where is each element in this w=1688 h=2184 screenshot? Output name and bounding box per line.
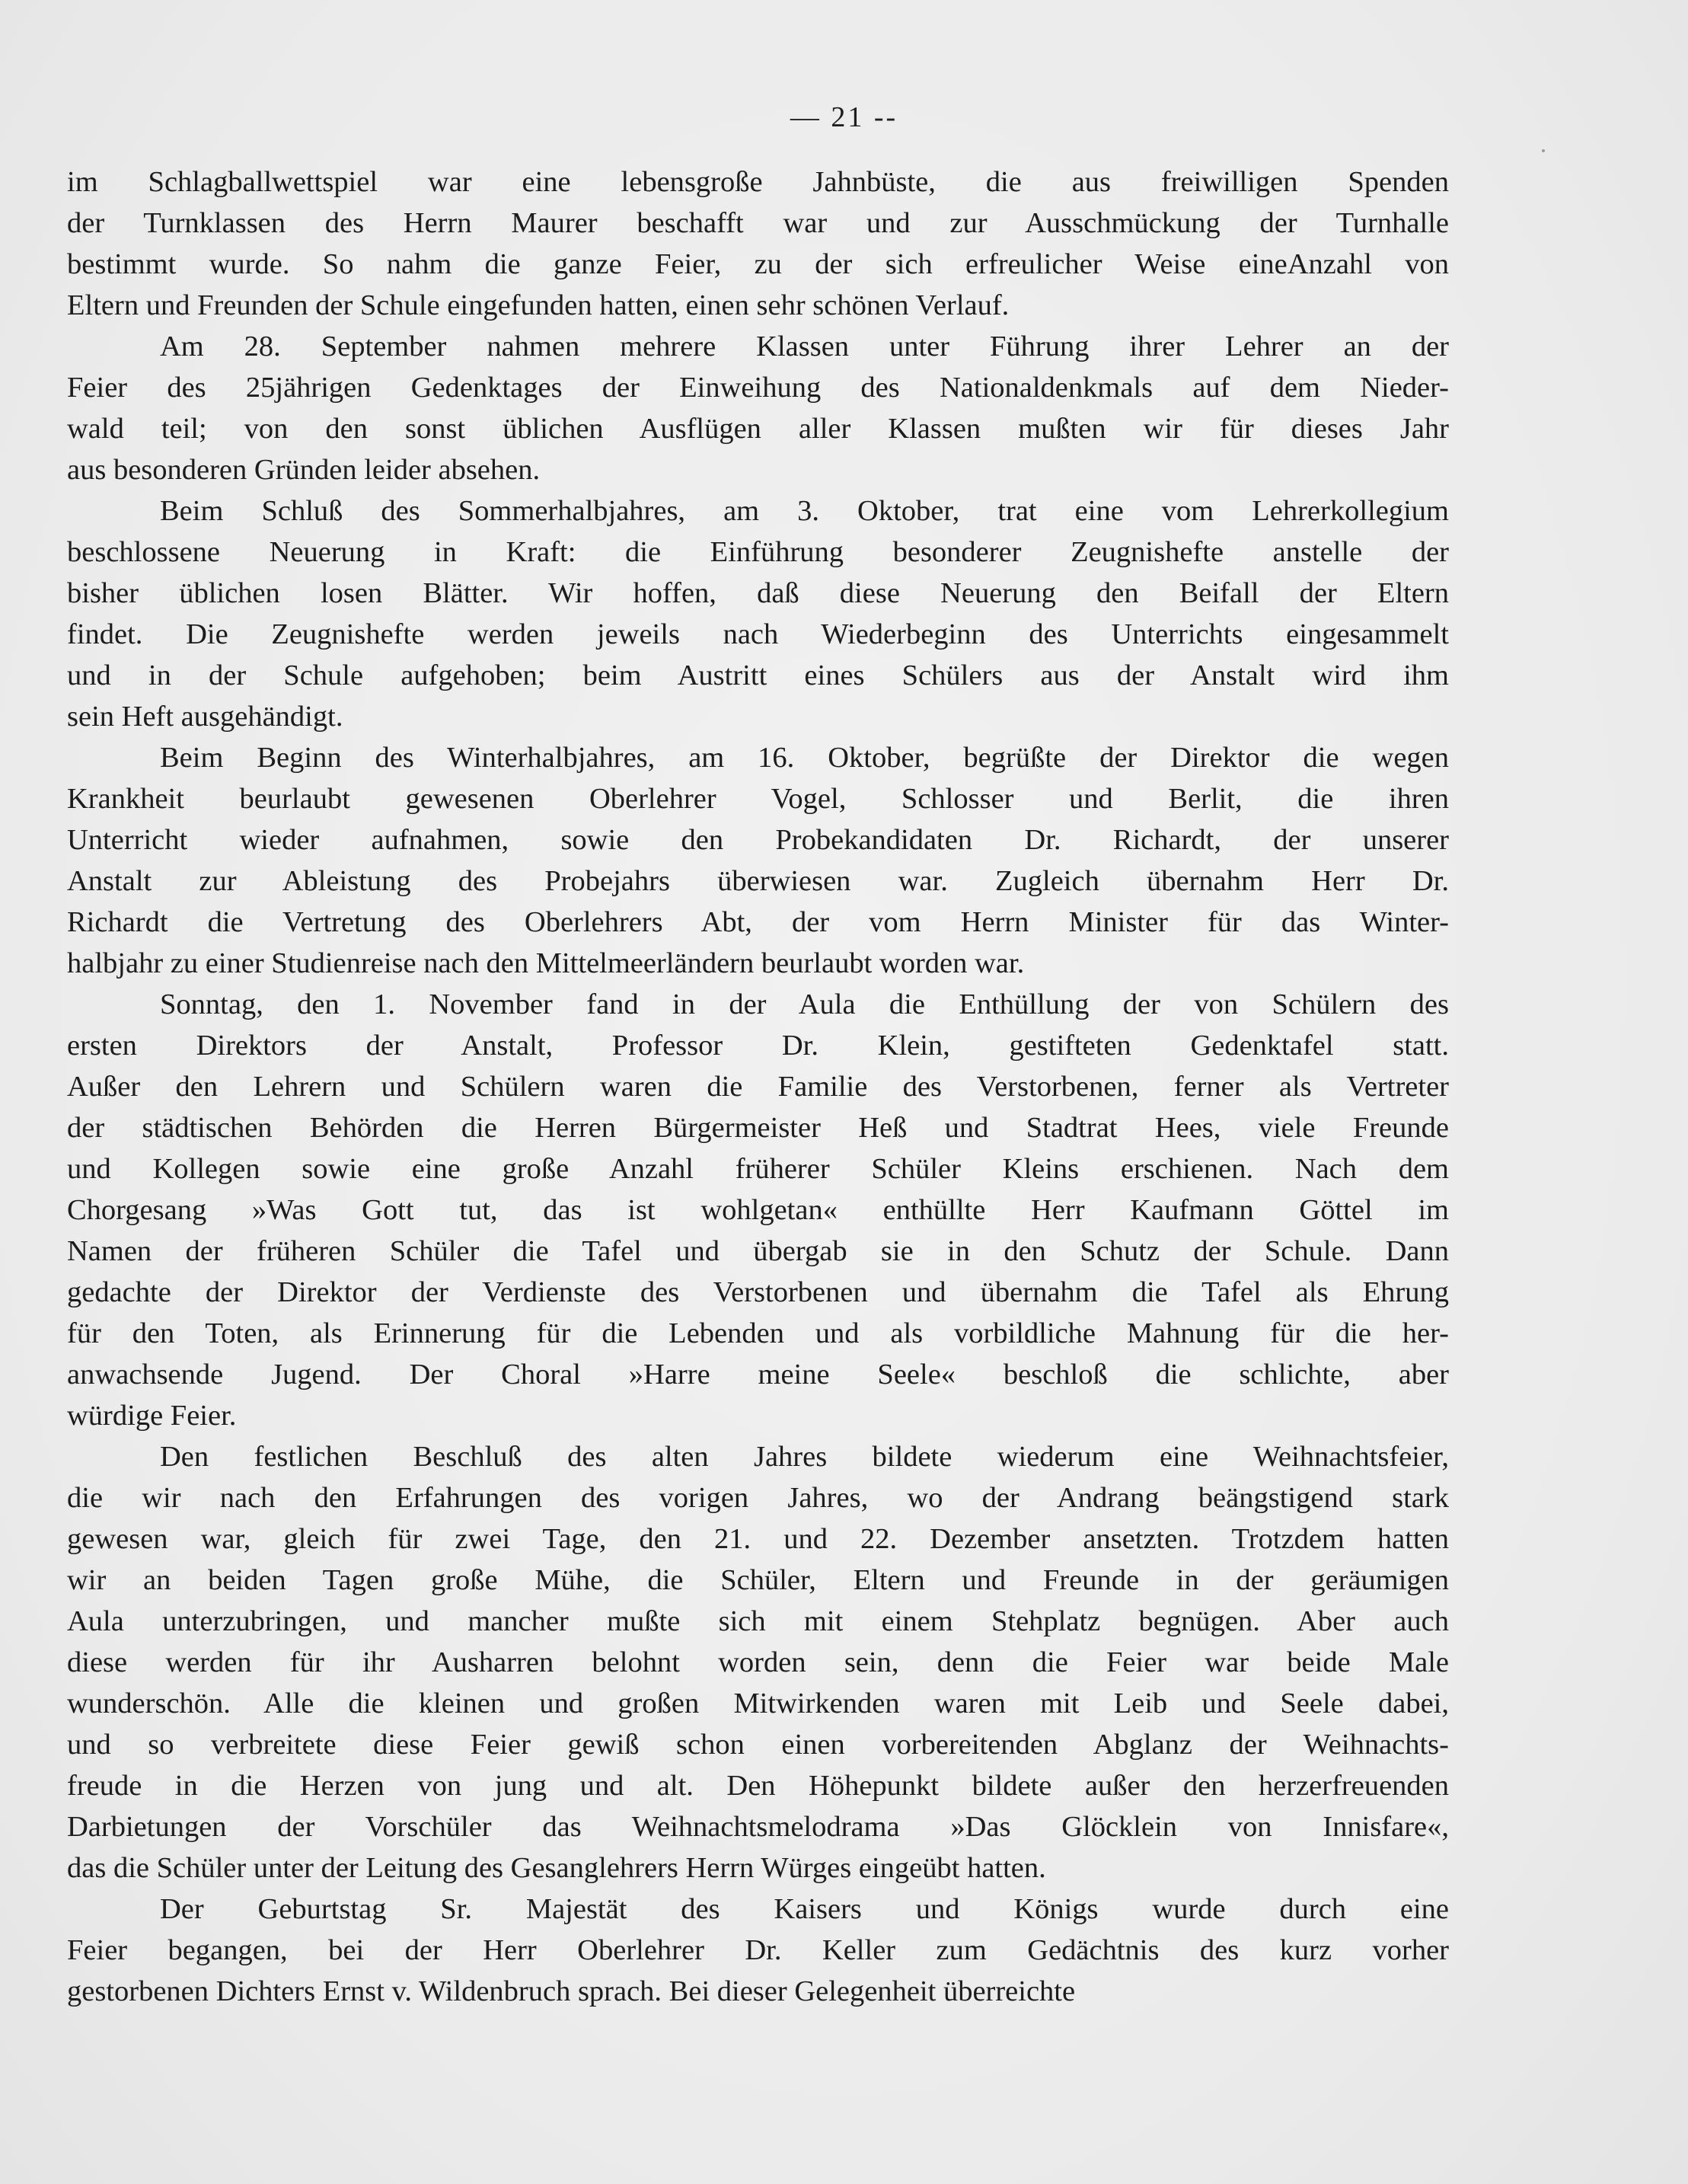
text-line: im Schlagballwettspiel war eine lebensgroße Jahnbüste, die aus freiwilligen Spenden	[67, 166, 1449, 198]
text-line: Feier begangen, bei der Herr Oberlehrer Dr. Keller zum Gedächtnis des kurz vorher	[67, 1934, 1449, 1966]
text-line: Anstalt zur Ableistung des Probejahrs überwiesen war. Zugleich übernahm Herr Dr.	[67, 865, 1449, 897]
text-line: aus besonderen Gründen leider absehen.	[67, 454, 541, 486]
text-line: das die Schüler unter der Leitung des Gesanglehrers Herrn Würges eingeübt hatten.	[67, 1852, 1046, 1884]
text-line: die wir nach den Erfahrungen des vorigen Jahres, wo der Andrang beängstigend stark	[67, 1482, 1449, 1514]
text-line: der städtischen Behörden die Herren Bürgermeister Heß und Stadtrat Hees, viele Freunde	[67, 1112, 1449, 1144]
text-line: der Turnklassen des Herrn Maurer beschafft war und zur Ausschmückung der Turnhalle	[67, 207, 1449, 239]
text-line: bestimmt wurde. So nahm die ganze Feier, zu der sich erfreulicher Weise eineAnzahl von	[67, 248, 1449, 280]
text-line: beschlossene Neuerung in Kraft: die Einführung besonderer Zeugnishefte anstelle der	[67, 536, 1449, 568]
text-line: Aula unterzubringen, und mancher mußte sich mit einem Stehplatz begnügen. Aber auch	[67, 1605, 1449, 1637]
text-line: für den Toten, als Erinnerung für die Lebenden und als vorbildliche Mahnung für die her-	[67, 1317, 1449, 1349]
paragraph	[67, 490, 1449, 737]
text-line: Richardt die Vertretung des Oberlehrers Abt, der vom Herrn Minister für das Winter-	[67, 906, 1449, 938]
text-line: Chorgesang »Was Gott tut, das ist wohlgetan« enthüllte Herr Kaufmann Göttel im	[67, 1194, 1449, 1226]
text-line: Den festlichen Beschluß des alten Jahres bildete wiederum eine Weihnachtsfeier,	[160, 1441, 1449, 1473]
paragraph	[67, 161, 1449, 326]
text-line: Unterricht wieder aufnahmen, sowie den Probekandidaten Dr. Richardt, der unserer	[67, 824, 1449, 856]
text-line: Darbietungen der Vorschüler das Weihnachtsmelodrama »Das Glöcklein von Innisfare«,	[67, 1811, 1449, 1843]
body-text	[67, 161, 1449, 2012]
text-line: Beim Beginn des Winterhalbjahres, am 16. Oktober, begrüßte der Direktor die wegen	[160, 742, 1449, 774]
text-line: anwachsende Jugend. Der Choral »Harre meine Seele« beschloß die schlichte, aber	[67, 1359, 1449, 1391]
text-line: würdige Feier.	[67, 1400, 237, 1432]
paragraph	[67, 737, 1449, 984]
paragraph	[67, 326, 1449, 490]
text-line: halbjahr zu einer Studienreise nach den Mittelmeerländern beurlaubt worden war.	[67, 947, 1025, 979]
text-line: findet. Die Zeugnishefte werden jeweils nach Wiederbeginn des Unterrichts eingesammelt	[67, 618, 1449, 650]
text-line: wunderschön. Alle die kleinen und großen Mitwirkenden waren mit Leib und Seele dabei,	[67, 1687, 1449, 1719]
text-line: wir an beiden Tagen große Mühe, die Schüler, Eltern und Freunde in der geräumigen	[67, 1564, 1449, 1596]
text-line: Am 28. September nahmen mehrere Klassen unter Führung ihrer Lehrer an der	[160, 330, 1449, 362]
text-line: gewesen war, gleich für zwei Tage, den 21. und 22. Dezember ansetzten. Trotzdem hatten	[67, 1523, 1449, 1555]
text-line: und so verbreitete diese Feier gewiß schon einen vorbereitenden Abglanz der Weihnachts-	[67, 1729, 1449, 1761]
text-line: Außer den Lehrern und Schülern waren die Familie des Verstorbenen, ferner als Vertreter	[67, 1071, 1449, 1103]
paragraph	[67, 1436, 1449, 1889]
text-line: Namen der früheren Schüler die Tafel und übergab sie in den Schutz der Schule. Dann	[67, 1235, 1449, 1267]
text-line: Feier des 25jährigen Gedenktages der Einweihung des Nationaldenkmals auf dem Nieder-	[67, 372, 1449, 404]
text-line: und Kollegen sowie eine große Anzahl früherer Schüler Kleins erschienen. Nach dem	[67, 1153, 1449, 1185]
text-line: Beim Schluß des Sommerhalbjahres, am 3. Oktober, trat eine vom Lehrerkollegium	[160, 495, 1449, 527]
dust-speck	[1542, 149, 1545, 152]
text-line: Eltern und Freunden der Schule eingefunden hatten, einen sehr schönen Verlauf.	[67, 289, 1010, 321]
text-line: sein Heft ausgehändigt.	[67, 701, 343, 733]
text-line: freude in die Herzen von jung und alt. Den Höhepunkt bildete außer den herzerfreuenden	[67, 1770, 1449, 1802]
text-line: wald teil; von den sonst üblichen Ausflügen aller Klassen mußten wir für dieses Jahr	[67, 413, 1449, 445]
text-line: Der Geburtstag Sr. Majestät des Kaisers und Königs wurde durch eine	[160, 1893, 1449, 1925]
paragraph	[67, 1889, 1449, 2012]
text-line: gedachte der Direktor der Verdienste des Verstorbenen und übernahm die Tafel als Ehrung	[67, 1276, 1449, 1308]
text-line: ersten Direktors der Anstalt, Professor Dr. Klein, gestifteten Gedenktafel statt.	[67, 1030, 1449, 1062]
text-line: bisher üblichen losen Blätter. Wir hoffen, daß diese Neuerung den Beifall der Eltern	[67, 577, 1449, 609]
text-line: und in der Schule aufgehoben; beim Austritt eines Schülers aus der Anstalt wird ihm	[67, 659, 1449, 691]
text-line: diese werden für ihr Ausharren belohnt worden sein, denn die Feier war beide Male	[67, 1646, 1449, 1678]
page-number: — 21 --	[790, 101, 898, 133]
paragraph	[67, 984, 1449, 1436]
text-line: Krankheit beurlaubt gewesenen Oberlehrer Vogel, Schlosser und Berlit, die ihren	[67, 783, 1449, 815]
text-line: Sonntag, den 1. November fand in der Aula die Enthüllung der von Schülern des	[160, 988, 1449, 1020]
text-line: gestorbenen Dichters Ernst v. Wildenbruch sprach. Bei dieser Gelegenheit überreichte	[67, 1975, 1076, 2007]
